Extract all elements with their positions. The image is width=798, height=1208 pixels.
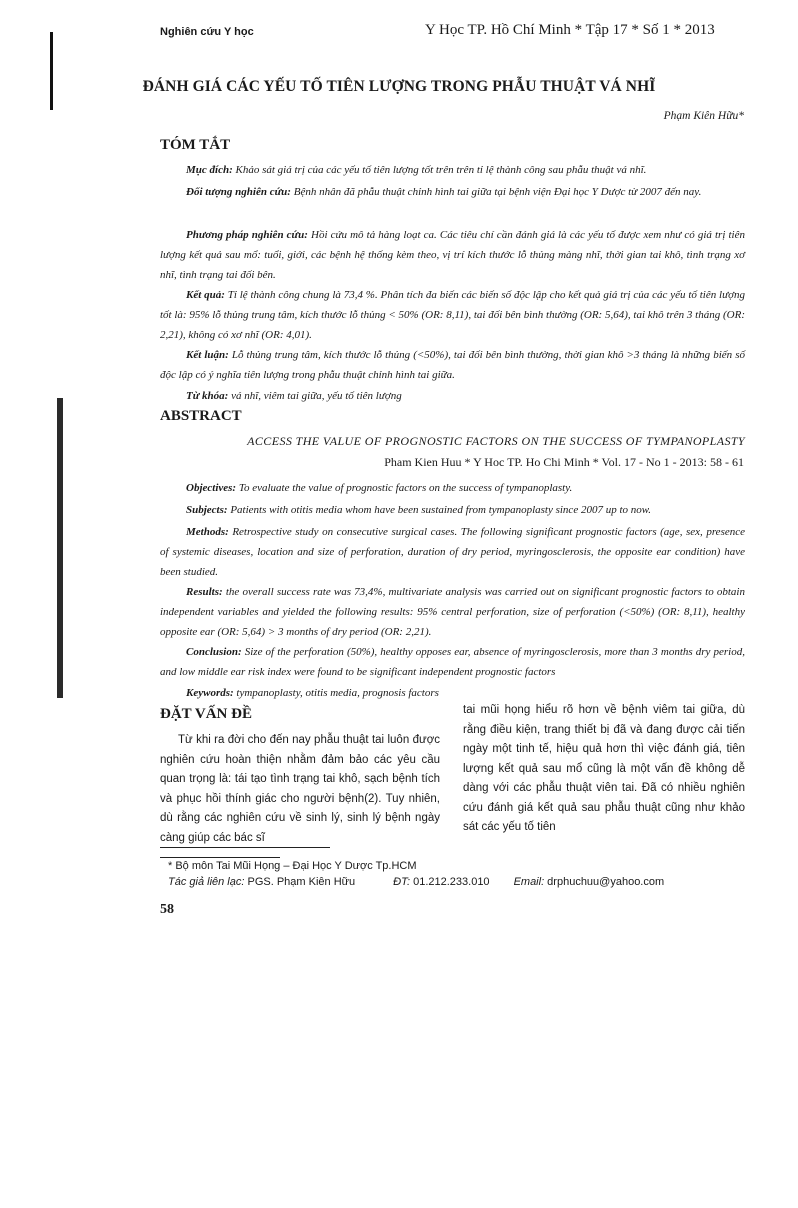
subjects-text: Bệnh nhân đã phẫu thuật chỉnh hình tai giữa tại bệnh viện Đại học Y Dược từ 2007 đến nay. [290, 186, 702, 198]
en-objectives-label: Objectives: [186, 482, 237, 494]
objective-label: Mục đích: [186, 164, 233, 176]
en-conclusion-label: Conclusion: [186, 646, 242, 658]
summary-methods [160, 225, 745, 285]
en-methods-label: Methods: [186, 526, 229, 538]
objective-text: Khảo sát giá trị của các yếu tố tiên lượng tốt trên trên tỉ lệ thành công sau phẫu thuật vá nhĩ. [232, 164, 647, 176]
en-keywords-text: tympanoplasty, otitis media, prognosis factors [233, 687, 439, 699]
running-header-right: Y Học TP. Hồ Chí Minh * Tập 17 * Số 1 * 2013 [425, 22, 715, 38]
abstract-citation: Pham Kien Huu * Y Hoc TP. Ho Chi Minh * Vol. 17 - No 1 - 2013: 58 - 61 [384, 455, 744, 469]
contact-label: Tác giả liên lạc: [168, 876, 245, 888]
conclusion-text: Lỗ thủng trung tâm, kích thước lỗ thủng (<50%), tai đối bên bình thường, thời gian khô >3 tháng là những biến số độc lập có ý nghĩa tiên lượng trong phẫu thuật chỉnh hình tai giữa. [160, 349, 745, 381]
intro-heading: ĐẶT VẤN ĐỀ [160, 706, 252, 722]
article-title: ĐÁNH GIÁ CÁC YẾU TỐ TIÊN LƯỢNG TRONG PHẪU THUẬT VÁ NHĨ [142, 78, 656, 95]
handwritten-underline [160, 847, 330, 848]
summary-subjects [160, 182, 745, 202]
results-label: Kết quả: [186, 289, 225, 301]
summary-objective [160, 160, 745, 180]
methods-label: Phương pháp nghiên cứu: [186, 229, 308, 241]
email-address: drphuchuu@yahoo.com [544, 876, 665, 888]
subjects-label: Đối tượng nghiên cứu: [186, 186, 291, 198]
intro-left-column: Từ khi ra đời cho đến nay phẫu thuật tai luôn được nghiên cứu hoàn thiện nhằm đảm bảo các yêu cầu quan trọng là: tái tạo tình trạng tai khô, sạch bệnh tích và phục hồi thính giác cho người bệnh(2). Tuy nhiên, dù rằng các nghiên cứu về sinh lý, sinh lý bệnh ngày càng giúp các bác sĩ [160, 734, 440, 844]
email-label: Email: [513, 876, 545, 888]
en-results-label: Results: [186, 586, 223, 598]
conclusion-label: Kết luận: [186, 349, 229, 361]
summary-results [160, 285, 745, 345]
article-author: Phạm Kiên Hữu* [663, 110, 744, 122]
en-methods-text: Retrospective study on consecutive surgical cases. The following significant prognostic factors (age, sex, presence of systemic diseases, location and size of perforation, duration of dry period, myringosclerosis, the opposite ear condition) have been studied. [160, 526, 745, 578]
intro-right-column: tai mũi họng hiểu rõ hơn về bệnh viêm tai giữa, dù rằng điều kiện, trang thiết bị đã và đang được cải tiến ngày một tinh tế, hiệu quả hơn thì việc đánh giá, tiên lượng kết quả sau mổ cũng là một vấn đề không dễ dàng với các phẫu thuật viên tai. Đã có nhiều nghiên cứu đánh giá kết quả sau phẫu thuật cũng như khảo sát các yếu tố tiên [463, 704, 745, 833]
phone-number: 01.212.233.010 [410, 876, 490, 888]
contact-name: PGS. Phạm Kiên Hữu [244, 876, 356, 888]
abstract-title: ACCESS THE VALUE OF PROGNOSTIC FACTORS ON THE SUCCESS OF TYMPANOPLASTY [247, 434, 745, 448]
abstract-objectives [160, 478, 745, 498]
summary-keywords [160, 386, 745, 406]
abstract-keywords [160, 683, 745, 703]
results-text: Tỉ lệ thành công chung là 73,4 %. Phân tích đa biến các biến số độc lập cho kết quả giá trị của các yếu tố tiên lượng tốt là: 95% lỗ thủng trung tâm, kích thước lỗ thủng < 50% (OR: 8,11), tai đối bên bình thường (OR: 5,64), tai khô trên 3 tháng (OR: 2,21), không có xơ nhĩ (OR: 4,01). [160, 289, 745, 341]
en-results-text: the overall success rate was 73,4%, multivariate analysis was carried out on significant prognostic factors to obtain independent variables and yielded the following results: 95% central perforation, size of perforation (<50%) (OR: 8,11), healthy opposite ear (OR: 5,64) > 3 months of dry period (OR: 2,21). [160, 586, 745, 638]
abstract-results [160, 582, 745, 642]
footnote-contact [168, 876, 748, 888]
abstract-methods [160, 522, 745, 582]
abstract-subjects [160, 500, 745, 520]
summary-heading: TÓM TẮT [160, 137, 231, 153]
keywords-label: Từ khóa: [186, 390, 229, 402]
running-header-left: Nghiên cứu Y học [160, 26, 254, 38]
footnote-rule [160, 857, 280, 858]
scan-edge-bar-top [50, 32, 53, 110]
summary-conclusion [160, 345, 745, 385]
abstract-heading: ABSTRACT [160, 408, 242, 424]
methods-text: Hồi cứu mô tả hàng loạt ca. Các tiêu chí cần đánh giá là các yếu tố được xem như có giá trị tiên lượng kết quả sau mổ: tuổi, giới, các bệnh hệ thống kèm theo, vị trí kích thước lỗ thủng màng nhĩ, thời gian tai khô, tình trạng xơ nhĩ, tình trạng tai đối bên. [160, 229, 745, 281]
en-subjects-label: Subjects: [186, 504, 228, 516]
page-number: 58 [160, 902, 174, 917]
phone-label: ĐT: [393, 876, 411, 888]
abstract-conclusion [160, 642, 745, 682]
scan-edge-bar-middle [57, 398, 63, 698]
footnote-affiliation: * Bộ môn Tai Mũi Họng – Đại Học Y Dược Tp.HCM [168, 860, 417, 872]
keywords-text: vá nhĩ, viêm tai giữa, yếu tố tiên lượng [228, 390, 402, 402]
en-objectives-text: To evaluate the value of prognostic factors on the success of tympanoplasty. [236, 482, 573, 494]
en-conclusion-text: Size of the perforation (50%), healthy opposes ear, absence of myringosclerosis, more than 3 months dry period, and low middle ear risk index were found to be significant independent prognostic factors [160, 646, 745, 678]
en-keywords-label: Keywords: [186, 687, 234, 699]
en-subjects-text: Patients with otitis media whom have been sustained from tympanoplasty since 2007 up to now. [227, 504, 652, 516]
